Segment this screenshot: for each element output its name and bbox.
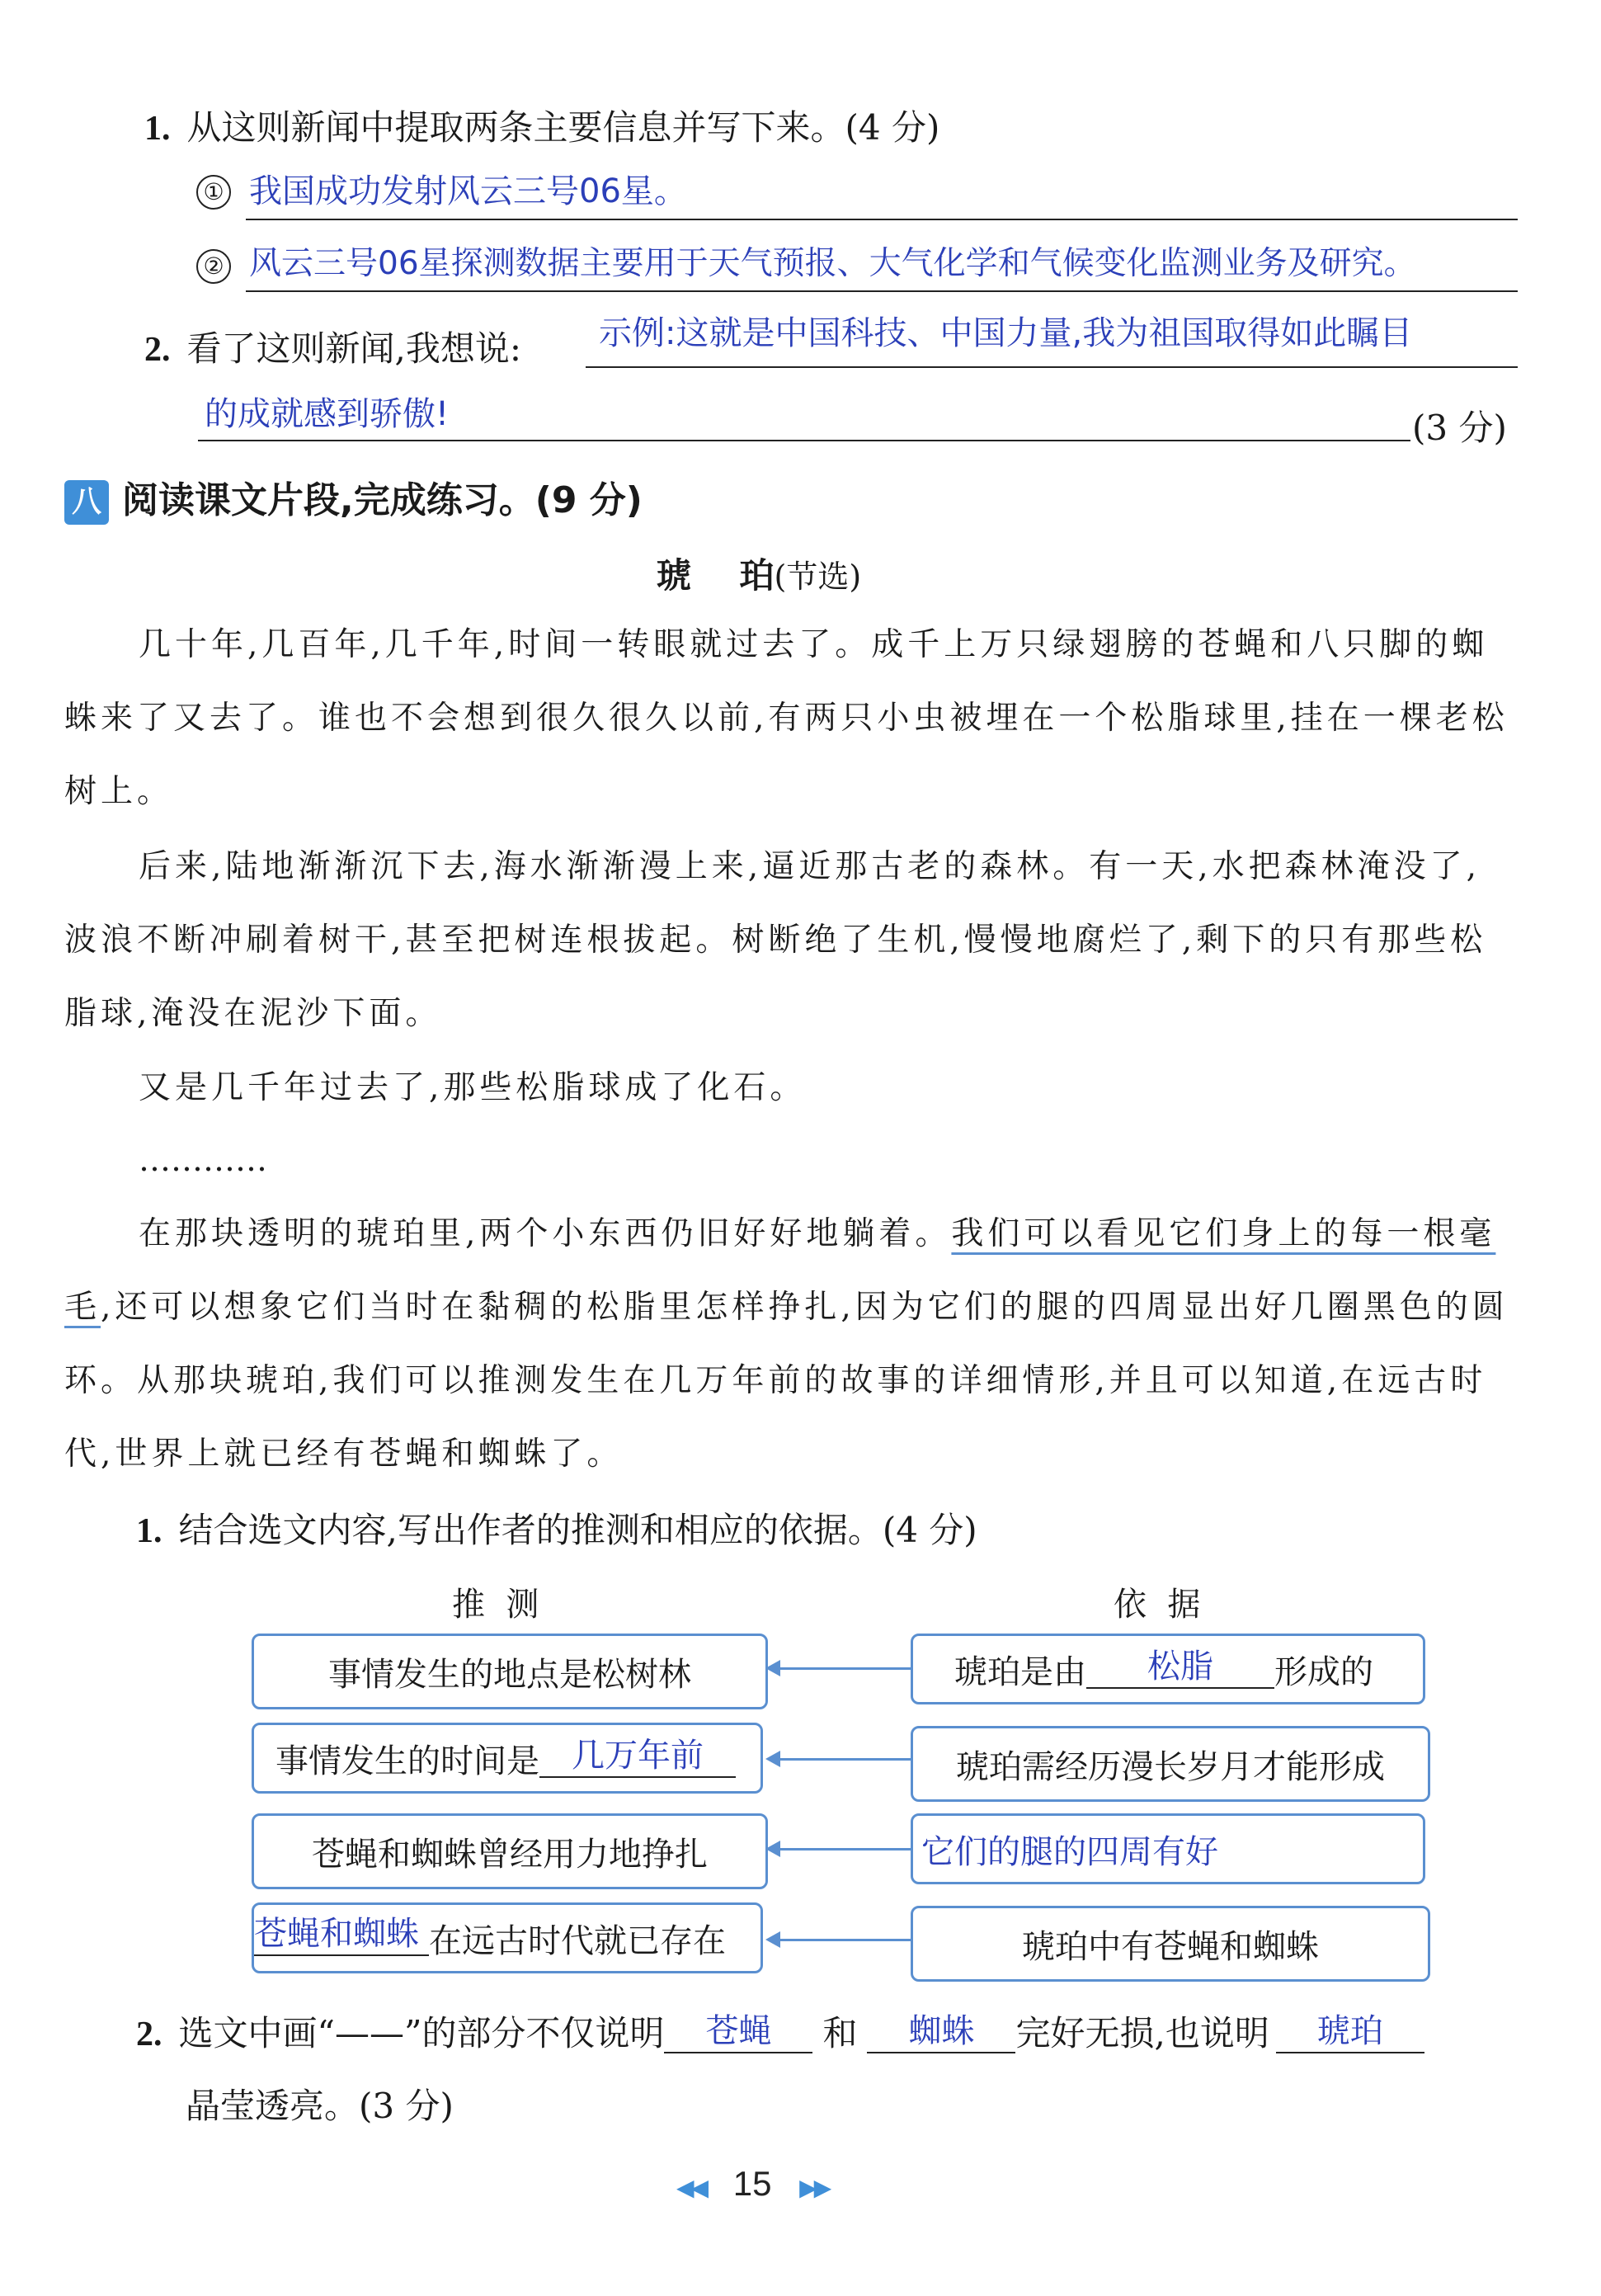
inference-text-pre: 事情发生的时间是 — [275, 1742, 539, 1780]
col-header-left: 推 测 — [452, 1586, 539, 1624]
basis-blank — [1086, 1640, 1274, 1689]
passage-title — [657, 549, 861, 598]
answer-line-1: 我国成功发射风云三号06星。 — [249, 172, 687, 210]
basis-text: 琥珀需经历漫长岁月才能形成 — [956, 1747, 1385, 1786]
inference-box-4 — [252, 1902, 763, 1973]
section-tag: 八 — [64, 480, 109, 525]
q7-2-underline-1 — [586, 366, 1518, 368]
basis-box-3 — [911, 1813, 1425, 1884]
question-number: 1. — [144, 110, 171, 148]
q2-text-3: 完好无损,也说明 — [1015, 2013, 1269, 2053]
title-text: 琥 珀 — [657, 555, 775, 596]
q8-2-cont: 晶莹透亮。(3 分) — [186, 2086, 454, 2126]
paragraph-ellipsis: ………… — [139, 1142, 267, 1179]
section-heading — [64, 470, 643, 525]
q2-blank-1 — [664, 2005, 812, 2053]
basis-text: 琥珀中有苍蝇和蜘蛛 — [1022, 1927, 1319, 1966]
paragraph-5 — [64, 1197, 1516, 1491]
inference-text: 苍蝇和蜘蛛曾经用力地挣扎 — [312, 1835, 708, 1874]
q2-text-2: 和 — [822, 2013, 858, 2053]
paragraph-1: 几十年,几百年,几千年,时间一转眼就过去了。成千上万只绿翅膀的苍蝇和八只脚的蜘蛛来了又去了。谁也不会想到很久很久以前,有两只小虫被埋在一个松脂球里,挂在一棵老松树上。 — [64, 626, 1509, 810]
q7-2-underline-2 — [198, 440, 1410, 441]
inference-box-2 — [252, 1723, 763, 1794]
q7-2 — [144, 322, 521, 371]
inference-answer: 几万年前 — [572, 1736, 704, 1775]
marker-2: ② — [196, 249, 231, 284]
question-number: 1. — [136, 1512, 162, 1550]
inference-answer: 苍蝇和蜘蛛 — [254, 1914, 419, 1953]
arrow-1 — [778, 1667, 911, 1670]
q2-text-1: 选文中画“——”的部分不仅说明 — [178, 2013, 665, 2053]
arrow-head-4 — [765, 1931, 780, 1948]
q7-2-answer-2: 的成就感到骄傲! — [205, 395, 450, 433]
basis-answer: 它们的腿的四周有好 — [921, 1832, 1218, 1871]
basis-box-2 — [911, 1726, 1430, 1802]
inference-blank — [539, 1729, 736, 1778]
arrow-2 — [778, 1758, 911, 1761]
basis-text-post: 形成的 — [1274, 1652, 1373, 1691]
col-header-right: 依 据 — [1114, 1586, 1201, 1624]
page-footer — [676, 2164, 828, 2204]
question-prompt: 从这则新闻中提取两条主要信息并写下来。(4 分) — [186, 107, 940, 148]
q8-1 — [136, 1503, 977, 1553]
inference-box-1 — [252, 1634, 768, 1709]
basis-box-1 — [911, 1634, 1425, 1704]
arrow-head-1 — [765, 1660, 780, 1676]
q2-answer-1: 苍蝇 — [705, 2012, 772, 2050]
inference-blank — [254, 1907, 429, 1956]
arrow-head-2 — [765, 1751, 780, 1767]
next-arrows-icon: ▶▶ — [799, 2175, 829, 2200]
inference-text-post: 在远古时代就已存在 — [429, 1921, 726, 1960]
q2-blank-2 — [867, 2005, 1015, 2053]
question-prompt: 看了这则新闻,我想说: — [186, 328, 522, 369]
arrow-3 — [778, 1848, 911, 1850]
page-number: 15 — [732, 2164, 772, 2203]
q7-2-score: (3 分) — [1412, 408, 1507, 448]
q2-blank-3 — [1276, 2005, 1424, 2053]
question-number: 2. — [144, 331, 171, 369]
arrow-4 — [778, 1939, 911, 1941]
marker-1: ① — [196, 175, 231, 210]
p5-before: 在那块透明的琥珀里,两个小东西仍旧好好地躺着。 — [139, 1215, 952, 1252]
question-prompt: 结合选文内容,写出作者的推测和相应的依据。(4 分) — [178, 1510, 977, 1550]
question-number: 2. — [136, 2015, 162, 2053]
paragraph-2: 后来,陆地渐渐沉下去,海水渐渐漫上来,逼近那古老的森林。有一天,水把森林淹没了,波浪不断冲刷着树干,甚至把树连根拔起。树断绝了生机,慢慢地腐烂了,剩下的只有那些松脂球,淹没在泥沙下面。 — [64, 848, 1487, 1032]
answer-underline-1 — [246, 219, 1518, 220]
q2-answer-2: 蜘蛛 — [908, 2012, 975, 2050]
q7-1 — [144, 101, 939, 150]
p5-after: ,还可以想象它们当时在黏稠的松脂里怎样挣扎,因为它们的腿的四周显出好几圈黑色的圆环。从那块琥珀,我们可以推测发生在几万年前的故事的详细情形,并且可以知道,在远古时代,世界上就已经有苍蝇和蜘蛛了。 — [64, 1289, 1509, 1473]
answer-line-2: 风云三号06星探测数据主要用于天气预报、大气化学和气候变化监测业务及研究。 — [249, 245, 1416, 282]
title-subtitle: (节选) — [774, 559, 862, 595]
section-title: 阅读课文片段,完成练习。(9 分) — [122, 479, 643, 521]
inference-text: 事情发生的地点是松树林 — [328, 1655, 691, 1694]
q8-2 — [136, 2006, 1424, 2057]
paragraph-3: 又是几千年过去了,那些松脂球成了化石。 — [139, 1069, 807, 1106]
prev-arrows-icon: ◀◀ — [676, 2175, 706, 2200]
inference-box-3 — [252, 1813, 768, 1889]
basis-box-4 — [911, 1906, 1430, 1982]
answer-underline-2 — [246, 290, 1518, 292]
arrow-head-3 — [765, 1841, 780, 1857]
q7-2-answer-1: 示例:这就是中国科技、中国力量,我为祖国取得如此瞩目 — [599, 314, 1413, 352]
p5-underlined: 我们可以看见它们身上的每一根毫毛 — [64, 1215, 1496, 1326]
basis-text-pre: 琥珀是由 — [954, 1652, 1086, 1691]
basis-answer: 松脂 — [1147, 1647, 1213, 1685]
q2-answer-3: 琥珀 — [1316, 2012, 1383, 2050]
